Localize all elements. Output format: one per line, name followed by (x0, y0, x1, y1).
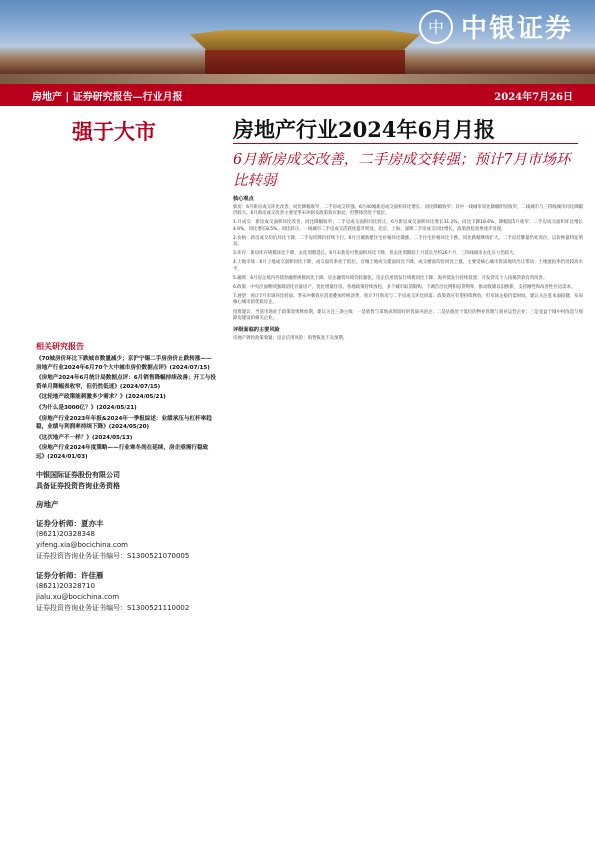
transaction-paragraph: 1.月成交：新房成交面积环比改善，同比降幅收窄；二手房成交面积同比转正。6月新房成交面积环比增长31.2%，同比下降18.6%，降幅较5月收窄；二手房成交面积环比增长4.6%，同比增长8.5%，同比转正。一线城市二手房成交活跃度提升明显，北京、上海、深圳二手房成交同比增长，政策放松效果逐步显现。 (233, 220, 583, 232)
analyst-cert: 证券投资咨询业务证书编号：S1300521070005 (36, 551, 190, 560)
related-report-link[interactable]: 《70城房价环比下跌城市数量减少；京沪宁锡二手房房价止跌转涨——房地产行业2024年6月70个大中城市房价数据点评》(2024/07/15) (36, 356, 212, 371)
analyst-block (36, 518, 216, 562)
analyst-name: 证券分析师：夏亦丰 (36, 518, 104, 528)
report-date: 2024年7月26日 (494, 92, 573, 103)
industry-rating: 强于大市 (72, 119, 156, 144)
outlook-paragraph: 7.展望：预计7月市场环比转弱。季末冲刺效应消退叠加传统淡季，预计7月新房与二手房成交环比回落；政策效应有望持续释放，但市场企稳仍需时间。建议关注基本面稳健、布局核心城市的优质房企。 (233, 294, 583, 306)
related-report-link[interactable]: 《这次地产不一样？》(2024/05/13) (36, 434, 133, 441)
company-logo (419, 8, 573, 45)
analyst-email[interactable]: jialu.xu@bocichina.com (36, 592, 120, 601)
analyst-block (36, 570, 216, 614)
investment-advice-paragraph: 投资建议：当前市场处于政策效果释放期，建议关注三条主线：一是销售与拿地表现较好的优质央国企；二是估值处于低位的物业管理与商业运营企业；三是受益于城中村改造与保障房建设的相关企业。 (233, 309, 583, 321)
price-paragraph: 2.价格：新房成交均价环比下降，二手房挂牌价持续下行。6月百城新建住宅价格环比微涨，二手住宅价格环比下跌，同比跌幅继续扩大。二手房挂牌量仍处高位，以价换量特征明显。 (233, 235, 583, 248)
analyst-cert: 证券投资咨询业务证书编号：S1300521110002 (36, 603, 190, 612)
related-reports-heading: 相关研究报告 (36, 342, 84, 351)
boc-logo-icon: 中 (419, 10, 453, 44)
title-divider (233, 143, 578, 144)
inventory-paragraph: 3.库存：新房库存规模环比下降，去化周期延长。6月末新房可售面积环比下降，但去化周期较上月延长至约26个月，三四线城市去化压力仍较大。 (233, 251, 518, 257)
related-report-link[interactable]: 《房地产2024年6月统计局数据点评：6月销售降幅持续改善；开工与投资单月降幅表收窄，但仍然低迷》(2024/07/15) (36, 375, 216, 390)
cover-banner-image (0, 0, 595, 84)
policy-paragraph: 6.政策：中央层面继续强调消化存量房产，优化增量住房。各地政策持续放松，多个城市取消限购、下调首付比例和房贷利率，推动收储以旧换新，支持刚性和改善性住房需求。 (233, 285, 576, 291)
plaza-ground-graphic (0, 74, 595, 84)
analyst-email[interactable]: yifeng.xia@bocichina.com (36, 540, 128, 549)
palace-hall-graphic (205, 50, 405, 76)
palace-roof-graphic (190, 30, 420, 52)
main-content (233, 193, 583, 345)
related-report-link[interactable]: 《房地产行业2023年年报&2024年一季报综述：业绩承压与杠杆率趋稳，业绩与利润率持续下降》(2024/05/20) (36, 415, 212, 431)
core-views-heading: 核心观点 (233, 196, 254, 202)
land-market-paragraph: 4.土地市场：6月土地成交面积同比下降，成交溢价率处于低位。百城土地成交建面同比下降，成交楼面均价同比上涨，主要受核心城市优质地块出让带动；土地流拍率仍处较高水平。 (233, 260, 583, 272)
financing-paragraph: 5.融资：6月房企境内外债券融资规模同比下降，房企融资环境仍较紧张。房企信用债发行规模同比下降，海外债发行持续低迷；开发贷及个人按揭贷款有所改善。 (233, 275, 548, 281)
risk-heading: 评级面临的主要风险 (233, 327, 280, 334)
report-category: 房地产 | 证券研究报告—行业月报 (32, 92, 183, 103)
analyst-name: 证券分析师：许佳雁 (36, 570, 104, 580)
related-report-link[interactable]: 《这轮地产政策能刺激多少需求？》(2024/05/21) (36, 394, 166, 401)
company-qualification: 中银国际证券股份有限公司 具备证券投资咨询业务资格 (36, 470, 120, 490)
related-report-link[interactable]: 《为什么是3000亿？》(2024/05/21) (36, 404, 137, 411)
report-title: 房地产行业2024年6月月报 (233, 117, 496, 142)
analyst-phone: (8621)20328710 (36, 581, 95, 590)
risk-paragraph: 房地产调控政策收紧；房企信用风险；销售恢复不及预期。 (233, 336, 348, 342)
report-meta-bar (0, 84, 595, 106)
related-report-link[interactable]: 《房地产行业2024年度策略——行业寒冬尚在延续，房企亟需行稳致远》(2024/01/03) (36, 445, 209, 460)
logo-text: 中银证券 (460, 14, 573, 44)
report-subtitle: 6月新房成交改善，二手房成交转强；预计7月市场环比转弱 (233, 152, 571, 189)
related-reports-list (36, 355, 216, 462)
analyst-phone: (8621)20328348 (36, 529, 95, 538)
summary-paragraph: 新房：6月新房成交环比改善，同比降幅收窄，二手房成交转强。6月40城新房成交面积环比增长、同比降幅收窄；其中一线城市同比降幅明显收窄，二线城市与三四线城市同比降幅仍较大。6月新房成交改善主要受季末冲刺及政策效应驱动，但整体仍处于低位。 (233, 205, 583, 217)
sector-label: 房地产 (36, 499, 59, 509)
sidebar (36, 341, 216, 614)
